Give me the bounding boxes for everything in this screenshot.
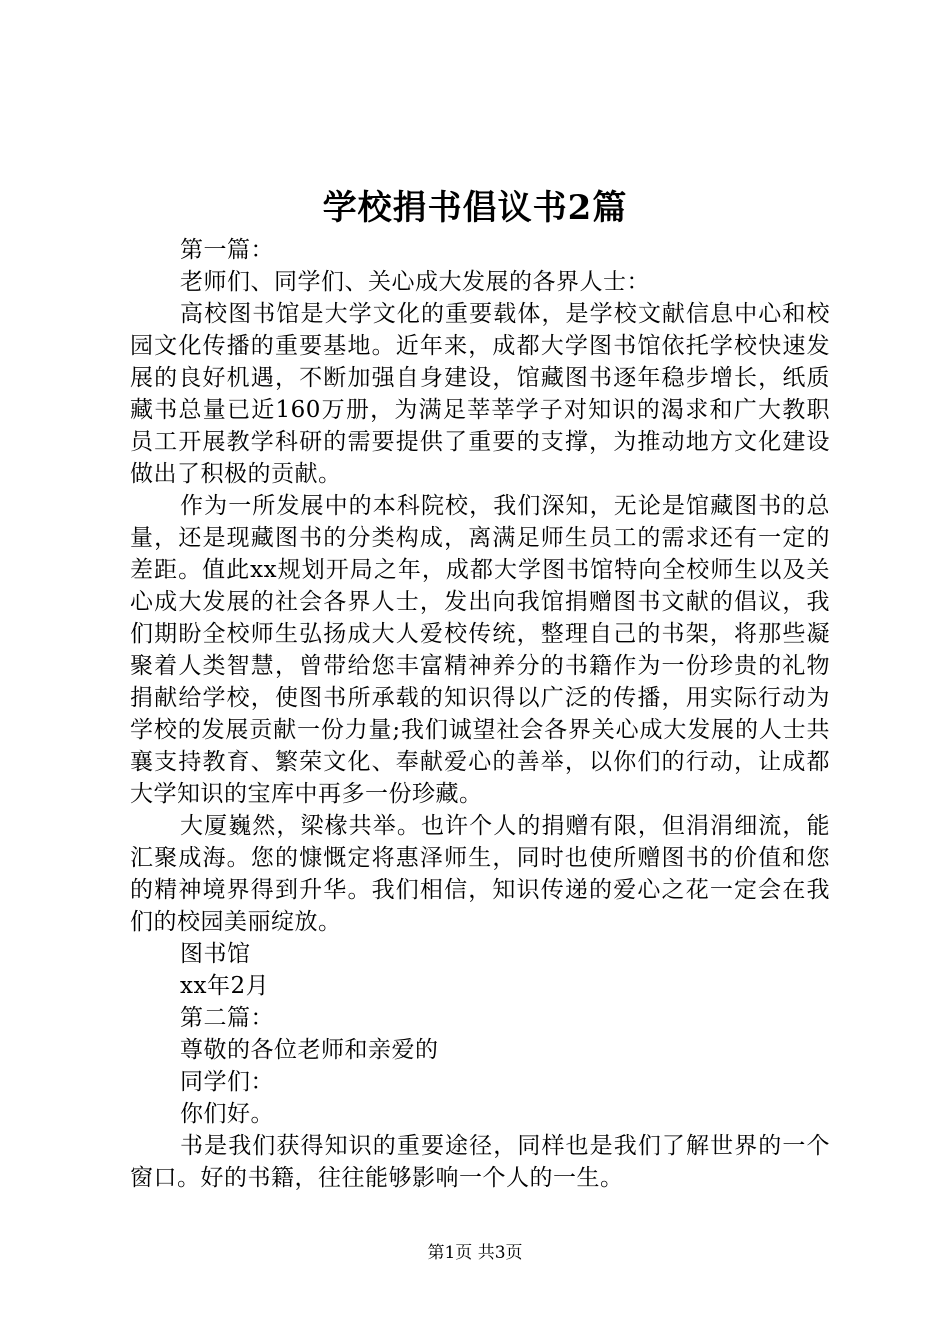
body-paragraph: 大厦巍然，梁椽共举。也许个人的捐赠有限，但涓涓细流，能汇聚成海。您的慷慨定将惠泽师生，同时也使所赠图书的价值和您的精神境界得到升华。我们相信，知识传递的爱心之花一定会在我们的校园美丽绽放。 bbox=[130, 813, 830, 935]
body-paragraph: 书是我们获得知识的重要途径，同样也是我们了解世界的一个窗口。好的书籍，往往能够影响一个人的一生。 bbox=[130, 1133, 830, 1191]
signature: 图书馆 bbox=[180, 941, 251, 967]
salutation: 同学们： bbox=[180, 1069, 274, 1095]
section-heading: 第二篇： bbox=[180, 1005, 274, 1031]
body-paragraph: 高校图书馆是大学文化的重要载体，是学校文献信息中心和校园文化传播的重要基地。近年来，成都大学图书馆依托学校快速发展的良好机遇，不断加强自身建设，馆藏图书逐年稳步增长，纸质藏书总量已近160万册，为满足莘莘学子对知识的渴求和广大教职员工开展教学科研的需要提供了重要的支撑，为推动地方文化建设做出了积极的贡献。 bbox=[130, 301, 830, 487]
document-body bbox=[130, 234, 830, 1194]
body-paragraph: 作为一所发展中的本科院校，我们深知，无论是馆藏图书的总量，还是现藏图书的分类构成，离满足师生员工的需求还有一定的差距。值此xx规划开局之年，成都大学图书馆特向全校师生以及关心成大发展的社会各界人士，发出向我馆捐赠图书文献的倡议，我们期盼全校师生弘扬成大人爱校传统，整理自己的书架，将那些凝聚着人类智慧，曾带给您丰富精神养分的书籍作为一份珍贵的礼物捐献给学校，使图书所承载的知识得以广泛的传播，用实际行动为学校的发展贡献一份力量;我们诚望社会各界关心成大发展的人士共襄支持教育、繁荣文化、奉献爱心的善举，以你们的行动，让成都大学知识的宝库中再多一份珍藏。 bbox=[130, 493, 830, 807]
page-number-footer: 第1页 共3页 bbox=[427, 1243, 523, 1263]
section-heading: 第一篇： bbox=[180, 237, 274, 263]
date: xx年2月 bbox=[180, 973, 270, 999]
greeting: 你们好。 bbox=[180, 1101, 274, 1127]
salutation: 老师们、同学们、关心成大发展的各界人士： bbox=[180, 269, 650, 295]
salutation: 尊敬的各位老师和亲爱的 bbox=[180, 1037, 439, 1063]
document-title: 学校捐书倡议书2篇 bbox=[322, 188, 628, 228]
